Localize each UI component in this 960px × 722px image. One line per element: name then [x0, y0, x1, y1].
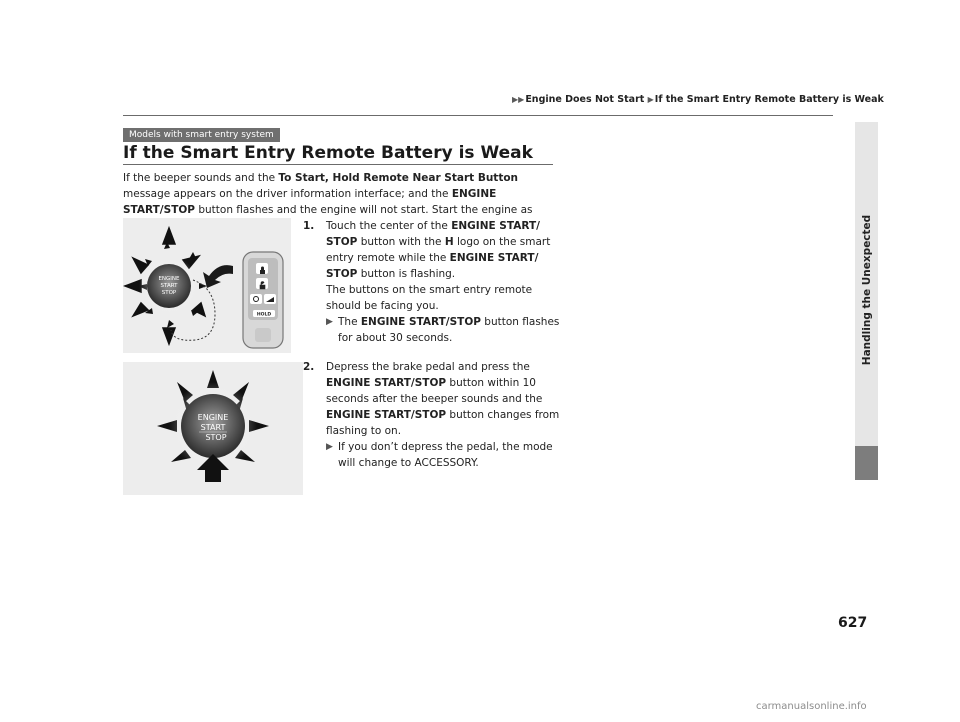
step-text: button is flashing.	[357, 268, 456, 280]
step-text: button changes from flashing to on.	[326, 409, 560, 437]
step-result	[326, 314, 563, 346]
button-name: ENGINE START/STOP	[326, 377, 447, 389]
button-text: STOP	[161, 290, 177, 296]
step-list	[303, 218, 563, 471]
button-text: ENGINE	[197, 413, 229, 422]
figure-button-press	[123, 362, 303, 495]
side-tab-marker	[855, 446, 878, 480]
breadcrumb	[512, 94, 884, 105]
button-name: ENGINE START/ STOP	[326, 252, 539, 280]
breadcrumb-item[interactable]: Engine Does Not Start	[525, 94, 645, 105]
logo-name: H	[444, 236, 454, 248]
button-text: START	[200, 423, 226, 432]
intro-text: message appears on the driver information interface; and the	[123, 188, 452, 200]
curved-arrow-icon	[203, 265, 233, 288]
smart-remote-icon	[243, 252, 283, 348]
title-divider	[123, 164, 553, 165]
arrow-right-icon: ▶	[326, 317, 333, 327]
figure-remote-touch-art	[123, 218, 291, 353]
button-name: ENGINE START/STOP	[326, 409, 447, 421]
step-1	[303, 218, 563, 346]
step-2	[303, 359, 563, 471]
step-text: button within 10 seconds after the beeper sounds and the	[326, 377, 543, 405]
step-text: The	[338, 316, 361, 328]
step-result	[326, 439, 563, 471]
page-number: 627	[838, 615, 868, 631]
chevron-right-icon: ▶	[647, 95, 654, 104]
section-title: If the Smart Entry Remote Battery is Weak	[123, 143, 533, 163]
watermark: carmanualsonline.info	[756, 701, 867, 712]
button-name: ENGINE START/STOP	[360, 316, 481, 328]
side-tab-label: Handling the Unexpected	[861, 214, 873, 366]
hold-label: HOLD	[256, 312, 272, 318]
figure-button-press-art	[123, 362, 303, 495]
step-text: logo on the smart entry remote while the	[326, 236, 551, 264]
step-number: 1.	[303, 220, 315, 232]
step-text: Touch the center of the	[326, 220, 452, 232]
step-text: Depress the brake pedal and press the	[326, 361, 530, 373]
button-text: START	[160, 283, 178, 289]
breadcrumb-item[interactable]: If the Smart Entry Remote Battery is Weak	[654, 94, 884, 105]
step-text: If you don’t depress the pedal, the mode will change to ACCESSORY.	[338, 441, 553, 469]
step-number: 2.	[303, 361, 315, 373]
step-text: button flashes for about 30 seconds.	[338, 316, 560, 344]
intro-text: If the beeper sounds and the	[123, 172, 279, 184]
button-text: ENGINE	[158, 276, 180, 282]
intro-text: button flashes and the engine will not start. Start the engine as	[198, 204, 533, 216]
button-text: STOP	[205, 433, 227, 442]
unlock-icon	[260, 282, 265, 290]
arrow-right-icon: ▶	[326, 442, 333, 452]
chevron-right-icon: ▶▶	[512, 95, 525, 104]
model-badge: Models with smart entry system	[123, 128, 280, 142]
figure-remote-touch	[123, 218, 291, 353]
button-name: ENGINE START/ STOP	[326, 220, 540, 248]
button-name: ENGINE START/STOP	[123, 188, 497, 216]
step-text: button with the	[357, 236, 445, 248]
message-name: To Start, Hold Remote Near Start Button	[278, 172, 519, 184]
header-divider	[123, 115, 833, 116]
step-note: The buttons on the smart entry remote should be facing you.	[326, 284, 533, 312]
